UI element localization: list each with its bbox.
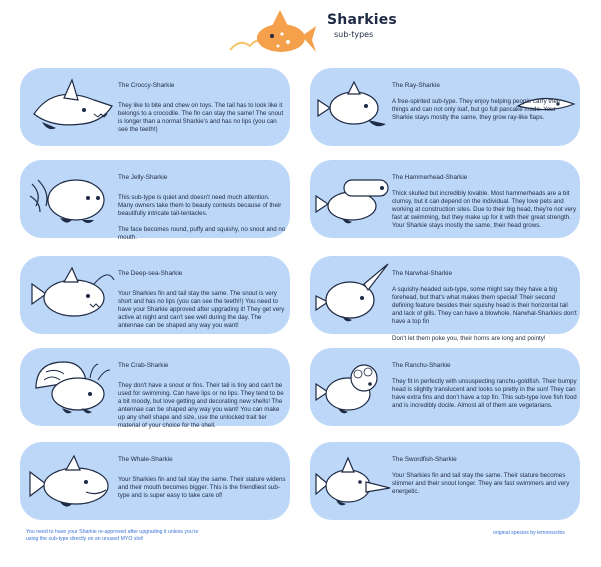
card-description: This sub-type is quiet and doesn't need much attention. Many owners take them to beauty contests because of their beautifully intricate tail-tentacles. The face becomes round, puffy and squishy, no snout and no mouth. — [118, 194, 286, 242]
ranchu-sharkie-illustration — [312, 354, 392, 420]
card-title: The Ranchu-Sharkie — [392, 362, 451, 369]
card-description: A squishy-headed sub-type, some might say they have a big forehead, but that's what makes them special! Their second defining feature besides their squishy head is their horizontal tail and lack of gills. They can have a blowhole. Narwhal-Sharkies don't have a top fin Don't let them poke you, their horns are long and pointy! — [392, 286, 577, 342]
card-description: They like to bite and chew on toys. The tail has to look like it belongs to a crocodile. The fin can stay the same! The snout is longer than a normal Sharkie's and has no lips (you can see the teeth!) — [118, 102, 284, 134]
card-whale — [20, 442, 290, 520]
card-title: The Swordfish-Sharkie — [392, 456, 457, 463]
card-description: Your Sharkies fin and tail stay the same. Their stature widens and their mouth becomes bigger. This is the friendliest sub-type and is super easy to take care of! — [118, 476, 286, 500]
card-title: The Crab-Sharkie — [118, 362, 169, 369]
card-croccy — [20, 68, 290, 146]
swordfish-sharkie-illustration — [312, 448, 392, 514]
whale-sharkie-illustration — [24, 448, 120, 514]
page-subtitle: sub-types — [334, 30, 374, 39]
card-title: The Narwhal-Sharkie — [392, 270, 453, 277]
card-description: Thick skulled but incredibly lovable. Most hammerheads are a bit clumsy, but it can depend on the individual. They love pets and working at construction sites. Due to their big head, they're not very fast at swimming, but they make up for it with their great strength. Your Sharkie stays mostly the same, their head grows. — [392, 190, 577, 230]
card-title: The Ray-Sharkie — [392, 82, 440, 89]
hammerhead-sharkie-illustration — [312, 166, 392, 232]
card-jelly — [20, 160, 290, 242]
card-description: They fit in perfectly with unsuspecting ranchu-goldfish. Their bumpy head is slightly translucent and looks so pretty in the sun! They can have extra fins and don't have a top fin. This sub-type love fish food and is incredibly docile. Almost all of them are vegetarians. — [392, 378, 577, 410]
croccy-sharkie-illustration — [24, 74, 120, 140]
card-swordfish — [310, 442, 580, 520]
card-ranchu — [310, 348, 580, 426]
card-deep-sea — [20, 256, 290, 334]
card-description: Your Sharkies fin and tail stay the same. The snout is very short and has no lips (you can see the teeth!!) You need to have your Sharkie approved after upgrading it! They get very active at night and can't see well during the day. The antennae can be shaped any way you want! — [118, 290, 285, 330]
credit-text: original species by lemonscribs — [493, 530, 565, 536]
card-title: The Whale-Sharkie — [118, 456, 173, 463]
card-title: The Croccy-Sharkie — [118, 82, 175, 89]
card-crab — [20, 348, 290, 430]
page-title: Sharkies — [327, 12, 397, 28]
card-hammerhead — [310, 160, 580, 238]
card-description: They don't have a snout or fins. Their tail is tiny and can't be used for swimming. Can have lips or no lips. They tend to be a bit moody, but love getting and decorating new shells! The antennae can be shaped any way you want! You can make up any shell shape and size, use the unlocked trait tier material of your choice for the shell. — [118, 382, 284, 430]
narwhal-sharkie-illustration — [312, 262, 392, 328]
upgrade-note: You need to have your Sharkie re-approved after upgrading it unless you're using the sub-type directly on an unused MYO slot! — [26, 529, 199, 542]
header — [0, 0, 601, 62]
deep-sea-sharkie-illustration — [24, 262, 120, 328]
ray-sharkie-illustration — [312, 74, 392, 140]
card-description: Your Sharkies fin and tail stay the same. Their stature becomes slimmer and their snout longer. They are fast swimmers and very energetic. — [392, 472, 570, 496]
card-title: The Deep-sea-Sharkie — [118, 270, 183, 277]
card-narwhal — [310, 256, 580, 342]
crab-sharkie-illustration — [24, 354, 120, 420]
mascot-shark-illustration — [226, 6, 318, 58]
card-title: The Hammerhead-Sharkie — [392, 174, 468, 181]
card-title: The Jelly-Sharkie — [118, 174, 168, 181]
card-description: A free-spirited sub-type. They enjoy helping people carry their things and can not only loaf, but go full pancake mode. Your Sharkie stays mostly the same, they grow ray-like flaps. — [392, 98, 561, 122]
jelly-sharkie-illustration — [24, 166, 120, 232]
card-ray — [310, 68, 580, 146]
